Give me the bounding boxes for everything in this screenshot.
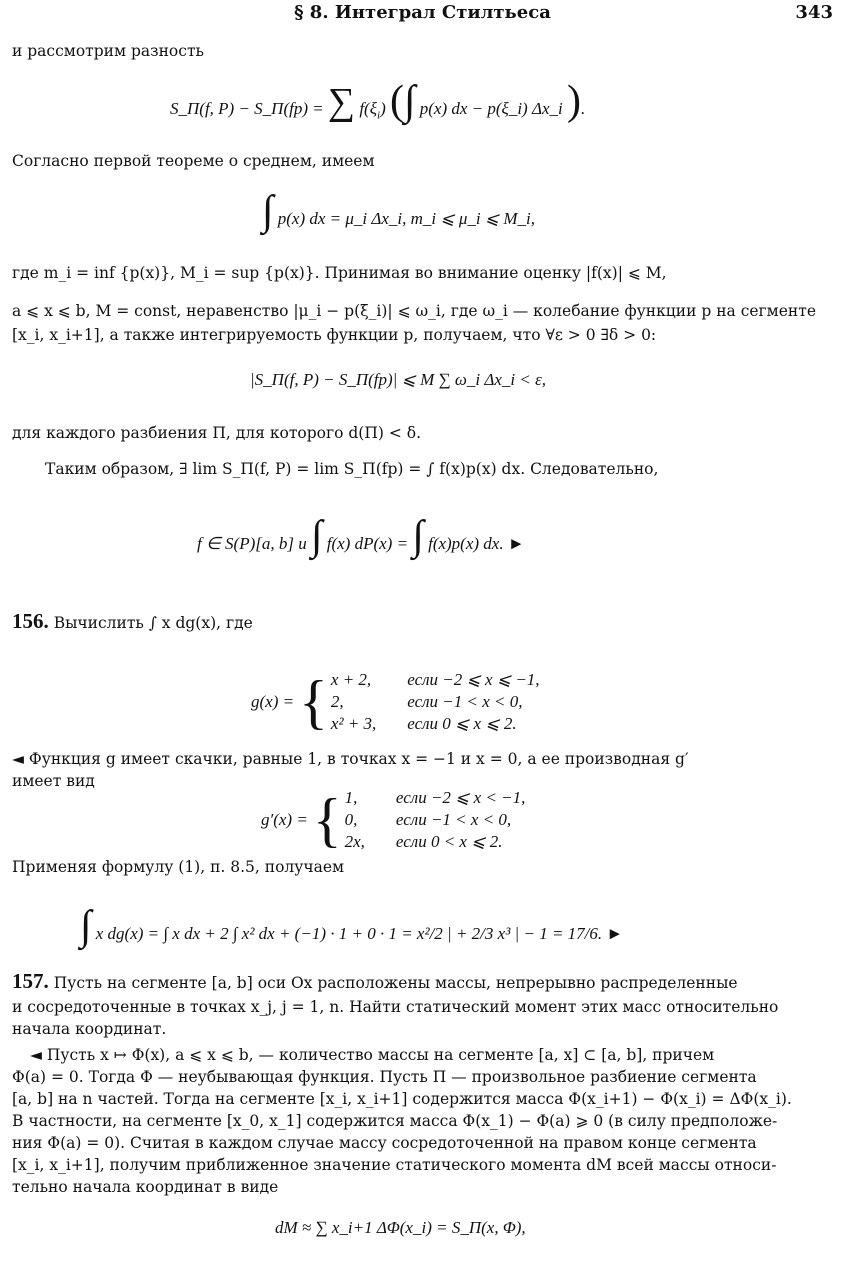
g-cases bbox=[330, 669, 541, 735]
case-condition: если −2 ⩽ x < −1, bbox=[395, 788, 526, 807]
case-condition: если −2 ⩽ x ⩽ −1, bbox=[407, 670, 540, 689]
conclusion-mid: f(x) dP(x) = bbox=[326, 534, 409, 553]
text-line: ◄ Функция g имеет скачки, равные 1, в точках x = −1 и x = 0, а ее производная g′ bbox=[12, 750, 689, 768]
text-line: В частности, на сегменте [x_0, x_1] содержится масса Φ(x_1) − Φ(a) ⩾ 0 (в силу предположе- bbox=[12, 1112, 778, 1130]
section-title: § 8. Интеграл Стилтьеса bbox=[294, 2, 551, 23]
text-line: начала координат. bbox=[12, 1020, 167, 1038]
problem-number: 157. bbox=[12, 969, 49, 993]
piecewise-g bbox=[250, 668, 542, 736]
equation-estimate: |S_Π(f, P) − S_Π(fp)| ⩽ M ∑ ω_i Δx_i < ε, bbox=[250, 370, 547, 389]
text-line: для каждого разбиения Π, для которого d(Π) < δ. bbox=[12, 424, 422, 442]
problem-text: Пусть на сегменте [a, b] оси Ox расположены массы, непрерывно распределенные bbox=[53, 974, 738, 992]
problem-number: 156. bbox=[12, 609, 49, 633]
equation-computation: ∫ x dg(x) = ∫ x dx + 2 ∫ x² dx + (−1) · 1 + 0 · 1 = x²/2 | + 2/3 x³ | − 1 = 17/6. ► bbox=[80, 903, 624, 949]
gp-lhs: g′(x) = bbox=[261, 810, 308, 829]
sum-symbol: ∑ bbox=[327, 81, 356, 123]
text-line: ния Φ(a) = 0). Считая в каждом случае массу сосредоточенной на правом конце сегмента bbox=[12, 1134, 757, 1152]
problem-157-statement bbox=[12, 970, 835, 994]
case-value: 0, bbox=[344, 810, 358, 829]
g-lhs: g(x) = bbox=[251, 692, 295, 711]
text-line: Таким образом, ∃ lim S_Π(f, P) = lim S_Π(fp) = ∫ f(x)p(x) dx. Следовательно, bbox=[45, 460, 659, 478]
problem-text: Вычислить ∫ x dg(x), где bbox=[53, 614, 253, 632]
problem-156-statement bbox=[12, 610, 835, 634]
text-line: и сосредоточенные в точках x_j, j = 1, n. Найти статический момент этих масс относительно bbox=[12, 998, 779, 1016]
text-line: [x_i, x_i+1], получим приближенное значение статического момента dM всей массы относи- bbox=[12, 1156, 777, 1174]
text-line: имеет вид bbox=[12, 772, 95, 790]
equation-mean-value: ∫ p(x) dx = μ_i Δx_i, m_i ⩽ μ_i ⩽ M_i, bbox=[262, 188, 536, 234]
case-value: x + 2, bbox=[330, 670, 372, 689]
page-number: 343 bbox=[795, 2, 833, 23]
equation-difference: S_Π(f, P) − S_Π(fp) = ∑ $f(\xi_i)$ (∫ p(x) dx − p(ξ_i) Δx_i ). bbox=[170, 78, 586, 124]
equation-inner: p(x) dx − p(ξ_i) Δx_i bbox=[419, 99, 563, 118]
case-condition: если −1 < x < 0, bbox=[395, 810, 512, 829]
equation-body: p(x) dx = μ_i Δx_i, m_i ⩽ μ_i ⩽ M_i, bbox=[277, 209, 536, 228]
text-line: Φ(a) = 0. Тогда Φ — неубывающая функция. Пусть Π — произвольное разбиение сегмента bbox=[12, 1068, 757, 1086]
equation-moment: dM ≈ ∑ x_i+1 ΔΦ(x_i) = S_Π(x, Φ), bbox=[275, 1218, 526, 1237]
equation-lhs: S_Π(f, P) − S_Π(fp) = bbox=[170, 99, 324, 118]
case-condition: если 0 ⩽ x ⩽ 2. bbox=[407, 714, 517, 733]
piecewise-g-prime bbox=[260, 786, 527, 854]
case-condition: если 0 < x ⩽ 2. bbox=[395, 832, 503, 851]
text-line: ◄ Пусть x ↦ Φ(x), a ⩽ x ⩽ b, — количество массы на сегменте [a, x] ⊂ [a, b], причем bbox=[30, 1046, 715, 1064]
text-line: где m_i = inf {p(x)}, M_i = sup {p(x)}. Принимая во внимание оценку |f(x)| ⩽ M, bbox=[12, 264, 667, 282]
case-value: 1, bbox=[344, 788, 358, 807]
text-line: Применяя формулу (1), п. 8.5, получаем bbox=[12, 858, 345, 876]
computation-body: x dg(x) = ∫ x dx + 2 ∫ x² dx + (−1) · 1 + 0 · 1 = x²/2 | + 2/3 x³ | − 1 = 17/6. ► bbox=[95, 924, 624, 943]
case-value: 2, bbox=[330, 692, 344, 711]
text-line: [a, b] на n частей. Тогда на сегменте [x_i, x_i+1] содержится масса Φ(x_i+1) − Φ(x_i) = ΔΦ(x_i). bbox=[12, 1090, 792, 1108]
text-line: и рассмотрим разность bbox=[12, 42, 204, 60]
case-value: 2x, bbox=[344, 832, 365, 851]
text-line: тельно начала координат в виде bbox=[12, 1178, 279, 1196]
text-line: [x_i, x_i+1], а также интегрируемость функции p, получаем, что ∀ε > 0 ∃δ > 0: bbox=[12, 326, 657, 344]
text-line: a ⩽ x ⩽ b, M = const, неравенство |μ_i − p(ξ_i)| ⩽ ω_i, где ω_i — колебание функции p на сегменте bbox=[12, 302, 816, 320]
brace: { bbox=[312, 787, 342, 853]
equation-conclusion: f ∈ S(P)[a, b] и ∫ f(x) dP(x) = ∫ f(x)p(x) dx. ► bbox=[197, 513, 525, 559]
brace: { bbox=[299, 669, 328, 735]
case-value: x² + 3, bbox=[330, 714, 377, 733]
conclusion-left: f ∈ S(P)[a, b] и bbox=[197, 534, 307, 553]
conclusion-right: f(x)p(x) dx. ► bbox=[428, 534, 525, 553]
text-line: Согласно первой теореме о среднем, имеем bbox=[12, 152, 375, 170]
case-condition: если −1 < x < 0, bbox=[407, 692, 523, 711]
gp-cases bbox=[344, 787, 527, 853]
